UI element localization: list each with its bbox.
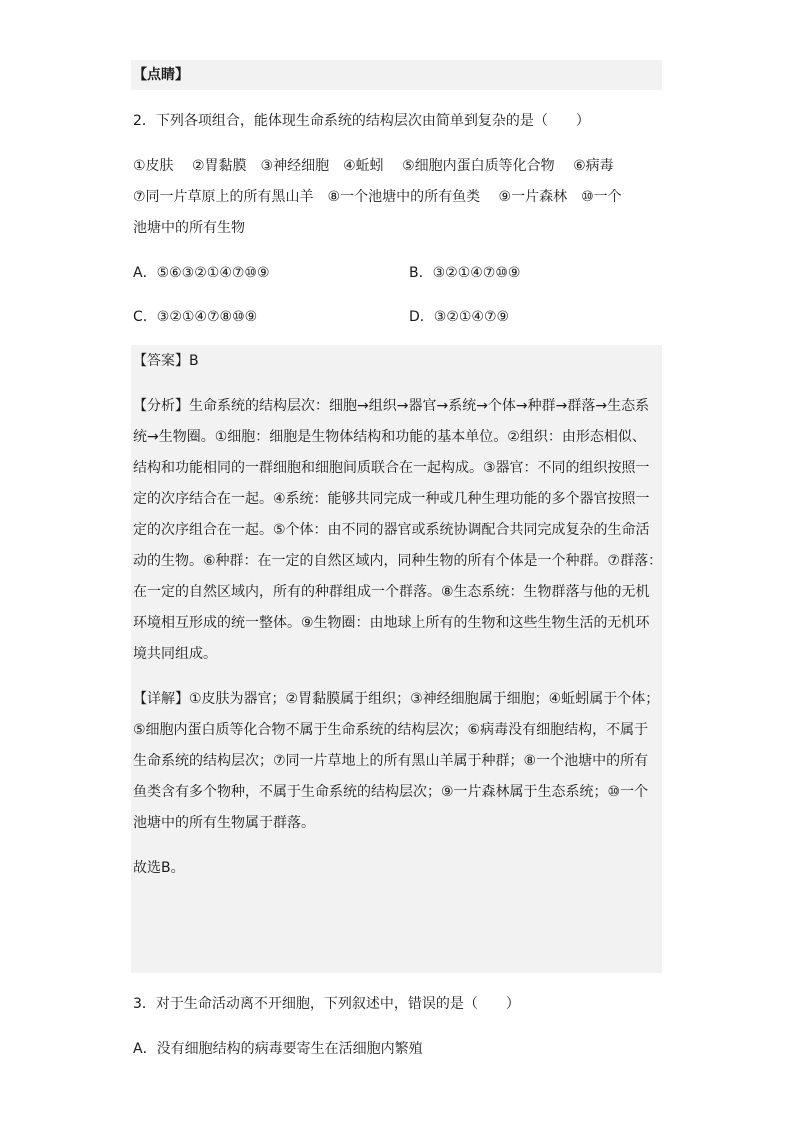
analysis-line-6: 动的生物。⑥种群：在一定的自然区域内，同种生物的所有个体是一个种群。⑦群落：: [133, 553, 663, 569]
analysis-line-2: 统→生物圈。①细胞：细胞是生物体结构和功能的基本单位。②组织：由形态相似、: [133, 429, 646, 445]
q2-option-a: A．⑤⑥③②①④⑦⑩⑨: [133, 265, 270, 281]
q3-option-a: A．没有细胞结构的病毒要寄生在活细胞内繁殖: [133, 1041, 423, 1057]
detail-line-5: 池塘中的所有生物属于群落。: [133, 815, 315, 831]
detail-line-3: 生命系统的结构层次；⑦同一片草地上的所有黑山羊属于种群；⑧一个池塘中的所有: [133, 753, 649, 769]
detail-line-4: 鱼类含有多个物种，不属于生命系统的结构层次；⑨一片森林属于生态系统；⑩一个: [133, 784, 649, 800]
analysis-line-7: 在一定的自然区域内，所有的种群组成一个群落。⑧生态系统：生物群落与他的无机: [133, 584, 650, 600]
detail-line-1: 【详解】①皮肤为器官；②胃黏膜属于组织；③神经细胞属于细胞；④蚯蚓属于个体；: [133, 691, 660, 707]
analysis-line-8: 环境相互形成的统一整体。⑨生物圈：由地球上所有的生物和这些生物生活的无机环: [133, 615, 650, 631]
analysis-line-9: 境共同组成。: [133, 646, 217, 662]
analysis-line-4: 定的次序结合在一起。④系统：能够共同完成一种或几种生理功能的多个器官按照一: [133, 491, 650, 507]
q3-stem: 3．对于生命活动离不开细胞，下列叙述中，错误的是（ ）: [133, 996, 520, 1012]
detail-line-2: ⑤细胞内蛋白质等化合物不属于生命系统的结构层次；⑥病毒没有细胞结构，不属于: [133, 722, 649, 738]
q2-items-line-1: ①皮肤 ②胃黏膜 ③神经细胞 ④蚯蚓 ⑤细胞内蛋白质等化合物 ⑥病毒: [133, 158, 614, 174]
q2-items-line-2: ⑦同一片草原上的所有黑山羊 ⑧一个池塘中的所有鱼类 ⑨一片森林 ⑩一个: [133, 189, 622, 205]
section-label-tip: 【点睛】: [133, 67, 189, 83]
analysis-line-1: 【分析】生命系统的结构层次：细胞→组织→器官→系统→个体→种群→群落→生态系: [133, 398, 650, 414]
q2-option-b: B．③②①④⑦⑩⑨: [409, 265, 521, 281]
q2-answer: 【答案】B: [133, 353, 199, 369]
q2-option-c: C．③②①④⑦⑧⑩⑨: [133, 309, 258, 325]
q2-stem: 2．下列各项组合，能体现生命系统的结构层次由简单到复杂的是（ ）: [133, 113, 590, 129]
analysis-line-5: 定的次序组合在一起。⑤个体：由不同的器官或系统协调配合共同完成复杂的生命活: [133, 522, 650, 538]
tip-header-shade: [131, 60, 662, 90]
q2-items-line-3: 池塘中的所有生物: [133, 220, 245, 236]
analysis-line-3: 结构和功能相同的一群细胞和细胞间质联合在一起构成。③器官：不同的组织按照一: [133, 460, 650, 476]
q2-option-d: D．③②①④⑦⑨: [409, 309, 510, 325]
conclusion: 故选B。: [133, 860, 185, 876]
